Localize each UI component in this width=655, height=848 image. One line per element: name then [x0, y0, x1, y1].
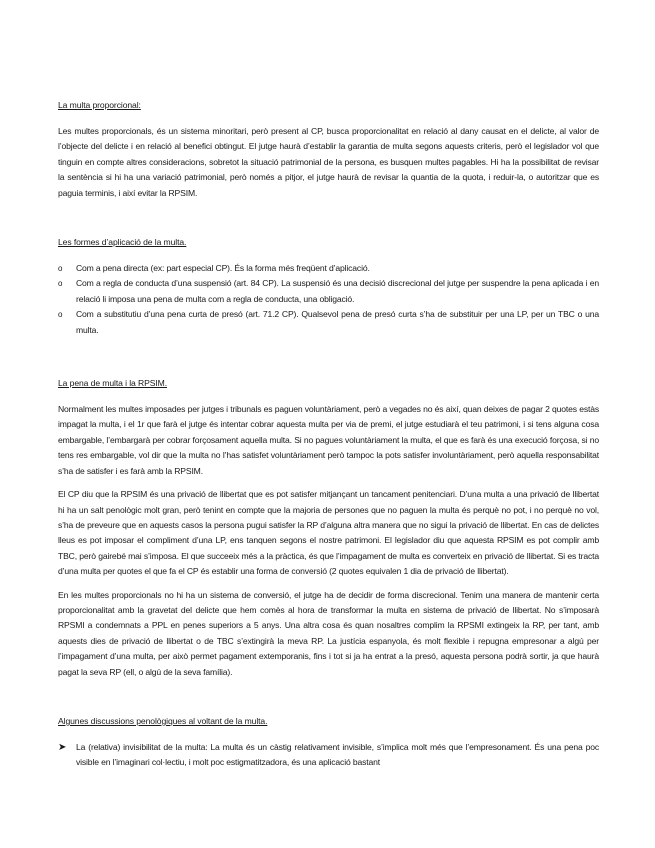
paragraph-multa-proporcional: Les multes proporcionals, és un sistema minoritari, però present al CP, busca proporcionalitat en relació al dany causat en el delicte, al valor de l’objecte del delicte i en relació al benefici obtingut. El jutge haurà d’establir la garantia de multa segons aquests criteris, però el legislador vol que tinguin en compte altres consideracions, sobretot la situació patrimonial de la persona, es busquen multes pagables. Hi ha la possibilitat de revisar la sentència si hi ha una variació patrimonial, però només a pitjor, el jutge haurà de revisar la quantia de la quota, i reduir-la, o autoritzar que es paguia terminis, i així evitar la RPSIM.: [58, 126, 599, 198]
discussions-list: [58, 740, 599, 771]
section-gap: [58, 209, 599, 237]
section-gap: [58, 358, 599, 378]
circle-bullet-icon: o: [58, 310, 63, 320]
paragraph-rpsim-1: Normalment les multes imposades per jutges i tribunals es paguen voluntàriament, però a vegades no és així, quan deixes de pagar 2 quotes estàs impagat la multa, i el 1r que farà el jutge és intentar cobrar aquesta multa per via de premi, el jutge estudiarà el teu patrimoni, i si tens alguna cosa embargable, l’embargarà per cobrar forçosament aquella multa. Si no pagues voluntàriament la multa, el que es farà és una execució forçosa, si no tens res embargable, vol dir que la multa no l’has satisfet voluntàriament però tampoc la pots satisfer involuntàriament, però aquella responsabilitat s’ha de satisfer i es farà amb la RPSIM.: [58, 404, 599, 476]
formes-list: [58, 261, 599, 338]
paragraph-rpsim-2: El CP diu que la RPSIM és una privació de llibertat que es pot satisfer mitjançant un tancament penitenciari. D’una multa a una privació de llibertat hi ha un salt penològic molt gran, però tenint en compte que la majoria de persones que no paguen la multa és perquè no pot, i no perquè no vol, s’ha de preveure que en aquests casos la persona pugui satisfer la RP d’alguna altra manera que no sigui la privació de llibertat. En cas de delictes lleus es pot imposar el compliment d’una LP, ens tanquen segons el nostre patrimoni. El legislador diu que aquesta RPSIM es pot complir amb TBC, però gairebé mai s’imposa. El que succeeix més a la pràctica, és que l’impagament de multa es converteix en privació de llibertat. Si es tracta d’una multa per quotes el que fa el CP és establir una forma de conversió (2 quotes equivalen 1 dia de privació de llibertat).: [58, 489, 599, 577]
list-item: [58, 740, 599, 771]
arrow-bullet-icon: ➤: [58, 741, 67, 753]
list-item-text: Com a regla de conducta d’una suspensió (art. 84 CP). La suspensió és una decisió discrecional del jutge per suspendre la pena aplicada i en relació li imposa una pena de multa com a regla de conducta, una obligació.: [76, 278, 599, 304]
list-item: [58, 261, 599, 276]
list-item-text: La (relativa) invisibilitat de la multa: La multa és un càstig relativament invisible, s’implica molt més que l’empresonament. És una pena poc visible en l’imaginari col·lectiu, i molt poc estigmatitzadora, és una aplicació bastant: [76, 741, 599, 768]
section-gap: [58, 688, 599, 716]
heading-multa-proporcional: La multa proporcional:: [58, 100, 141, 110]
heading-pena-multa-rpsim: La pena de multa i la RPSIM.: [58, 378, 167, 389]
list-item-text: Com a pena directa (ex: part especial CP). És la forma més freqüent d’aplicació.: [76, 263, 370, 274]
circle-bullet-icon: o: [58, 279, 63, 289]
list-item: [58, 276, 599, 307]
heading-discussions-penologiques: Algunes discussions penològiques al voltant de la multa.: [58, 715, 268, 726]
heading-formes-aplicacio: Les formes d’aplicació de la multa.: [58, 237, 187, 248]
list-item: [58, 307, 599, 338]
paragraph-rpsim-3: En les multes proporcionals no hi ha un sistema de conversió, el jutge ha de decidir de forma discrecional. Tenim una manera de mantenir certa proporcionalitat amb la gravetat del delicte que hem comès al hora de transformar la multa en sistema de privació de llibertat. No s’imposarà RPSMI a condemnats a PPL en penes superiors a 5 anys. Una altra cosa és quan nosaltres complim la RPSMI extingeix la RP, per tant, amb aquests dies de privació de llibertat o de TBC s’extingirà la meva RP. La justícia espanyola, és molt flexible i repugna empresonar a algú per l’impagament d’una multa, per això permet pagament extemporanis, fins i tot si ja ha entrat a la presó, aquesta persona podrà sortir, ja que haurà pagat la seva RP (ell, o algú de la seva família).: [58, 589, 599, 677]
circle-bullet-icon: o: [58, 264, 63, 274]
list-item-text: Com a substitutiu d’una pena curta de presó (art. 71.2 CP). Qualsevol pena de presó curta s’ha de substituir per una LP, per un TBC o una multa.: [76, 309, 599, 335]
